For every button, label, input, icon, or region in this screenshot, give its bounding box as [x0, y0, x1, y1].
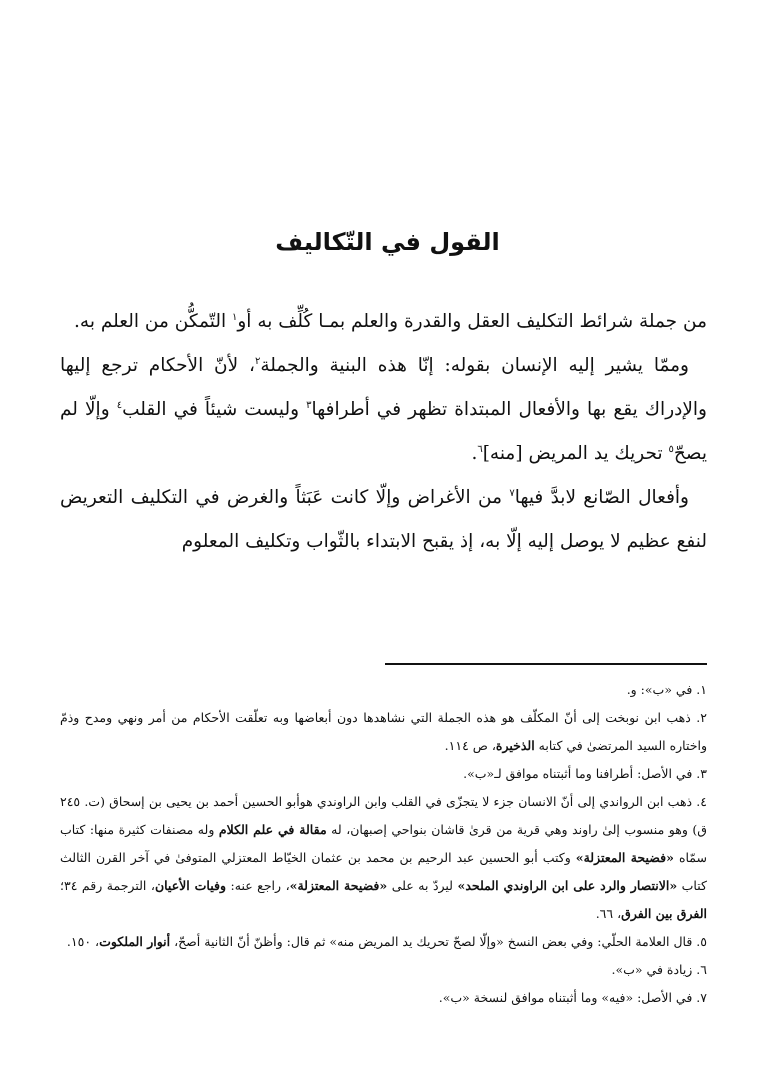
- footnote: [60, 956, 707, 984]
- footnote-marker: ٣: [306, 399, 312, 411]
- footnote-marker: ١: [231, 311, 238, 323]
- paragraph-text: من الأغراض وإلّا كانت عَبَثاً والغرض في التكليف التعريض لنفع عظيم لا يوصل إليه إلّا به، إذ يقبح الابتداء بالثّواب وتكليف المعلوم: [60, 487, 707, 552]
- footnote-marker: ٧: [509, 487, 515, 499]
- footnotes: [60, 676, 707, 1012]
- main-text: [60, 300, 707, 564]
- footnote-marker: ٥: [668, 443, 674, 455]
- paragraph: [60, 344, 707, 476]
- footnote-title: وفيات الأعيان: [154, 878, 227, 893]
- footnote-text: ٢. ذهب ابن نوبخت إلى أنّ المكلّف هو هذه الجملة التي نشاهدها دون أبعاضها وبه تعلّقت الأحكام من أمر ونهي ومدح وذمّ واختاره السيد المرتضىٰ في كتابه: [60, 710, 707, 753]
- footnote: [60, 928, 707, 956]
- footnote: [60, 984, 707, 1012]
- paragraph-text: التّمكُّن من العلم به.: [74, 311, 232, 332]
- paragraph-text: وممّا يشير إليه الإنسان بقوله: إنّا هذه البنية والجملة: [260, 355, 689, 376]
- footnote-title: الذخيرة: [495, 738, 535, 753]
- paragraph-text: من جملة شرائط التكليف العقل والقدرة والعلم بمـا كُلِّف به أو: [237, 311, 707, 332]
- footnote-text: ليردّ به على: [387, 878, 458, 893]
- footnote-title: «الانتصار والرد على ابن الراوندي الملحد»: [457, 878, 678, 893]
- footnote-title: أنوار الملكوت: [99, 934, 171, 949]
- footnote-text: ٦. زيادة في «ب».: [611, 962, 707, 977]
- footnote-text: ١. في «ب»: و.: [626, 682, 707, 697]
- footnote-title: مقالة في علم الكلام: [218, 822, 327, 837]
- footnote-separator: [385, 663, 707, 665]
- paragraph-text: وليست شيئاً في القلب: [122, 399, 307, 420]
- footnote-title: «فضيحة المعتزلة»: [575, 850, 674, 865]
- footnote-text: ، ١٥٠.: [66, 934, 100, 949]
- footnote-text: وله مصنفات كثيرة منها: كتاب سمّاه: [60, 822, 708, 865]
- footnote-text: ٥. قال العلامة الحلّي: وفي بعض النسخ «وإلّا لصحّ تحريك يد المريض منه» ثم قال: وأظنّ أنّ الثانية أصحّ،: [170, 934, 707, 949]
- footnote-text: ، الترجمة رقم ٣٤؛: [60, 878, 155, 893]
- footnote-text: ٤. ذهب ابن الرواندي إلى أنّ الانسان جزء لا يتجزّى في القلب وابن الراوندي هوأبو الحسين أحمد بن يحيى بن إسحاق (ت. ٢٤٥ ق) وهو منسوب إلىٰ راوند وهي قرية من قرىٰ قاشان بنواحي إصبهان، له: [60, 794, 707, 837]
- footnote-marker: ٤: [116, 399, 123, 411]
- footnote-text: وكتب أبو الحسين عبد الرحيم بن محمد بن عثمان الخيّاط المعتزلي المتوفىٰ في آخر القرن الثالث كتاب: [60, 850, 707, 893]
- footnote: [60, 676, 707, 704]
- footnote-text: ، راجع عنه:: [226, 878, 290, 893]
- footnote-title: الفرق بين الفرق: [621, 906, 707, 921]
- footnote-text: ، ص ١١٤.: [444, 738, 496, 753]
- footnote-marker: ٢: [254, 355, 261, 367]
- footnote: [60, 704, 707, 760]
- paragraph-text: وأفعال الصّانع لابدَّ فيها: [514, 487, 689, 508]
- footnote-text: ٧. في الأصل: «فيه» وما أثبتناه موافق لنسخة «ب».: [438, 990, 707, 1005]
- paragraph-text: وإلّا لم يصحّ: [60, 399, 707, 464]
- footnote-title: «فضيحة المعتزلة»: [289, 878, 388, 893]
- footnote: [60, 788, 707, 928]
- footnote: [60, 760, 707, 788]
- paragraph-text: .: [471, 443, 478, 464]
- footnote-text: ، ٦٦.: [595, 906, 622, 921]
- page-title: القول في التّكاليف: [275, 228, 500, 256]
- paragraph: [60, 476, 707, 564]
- paragraph-text: ، لأنّ الأحكام ترجع إليها والإدراك يقع بها والأفعال المبتداة تظهر في أطرافها: [60, 355, 707, 420]
- paragraph: [60, 300, 707, 344]
- footnote-text: ٣. في الأصل: أطرافنا وما أثبتناه موافق لـ«ب».: [463, 766, 707, 781]
- paragraph-text: تحريك يد المريض [منه]: [482, 443, 669, 464]
- footnote-marker: ٦: [477, 443, 483, 455]
